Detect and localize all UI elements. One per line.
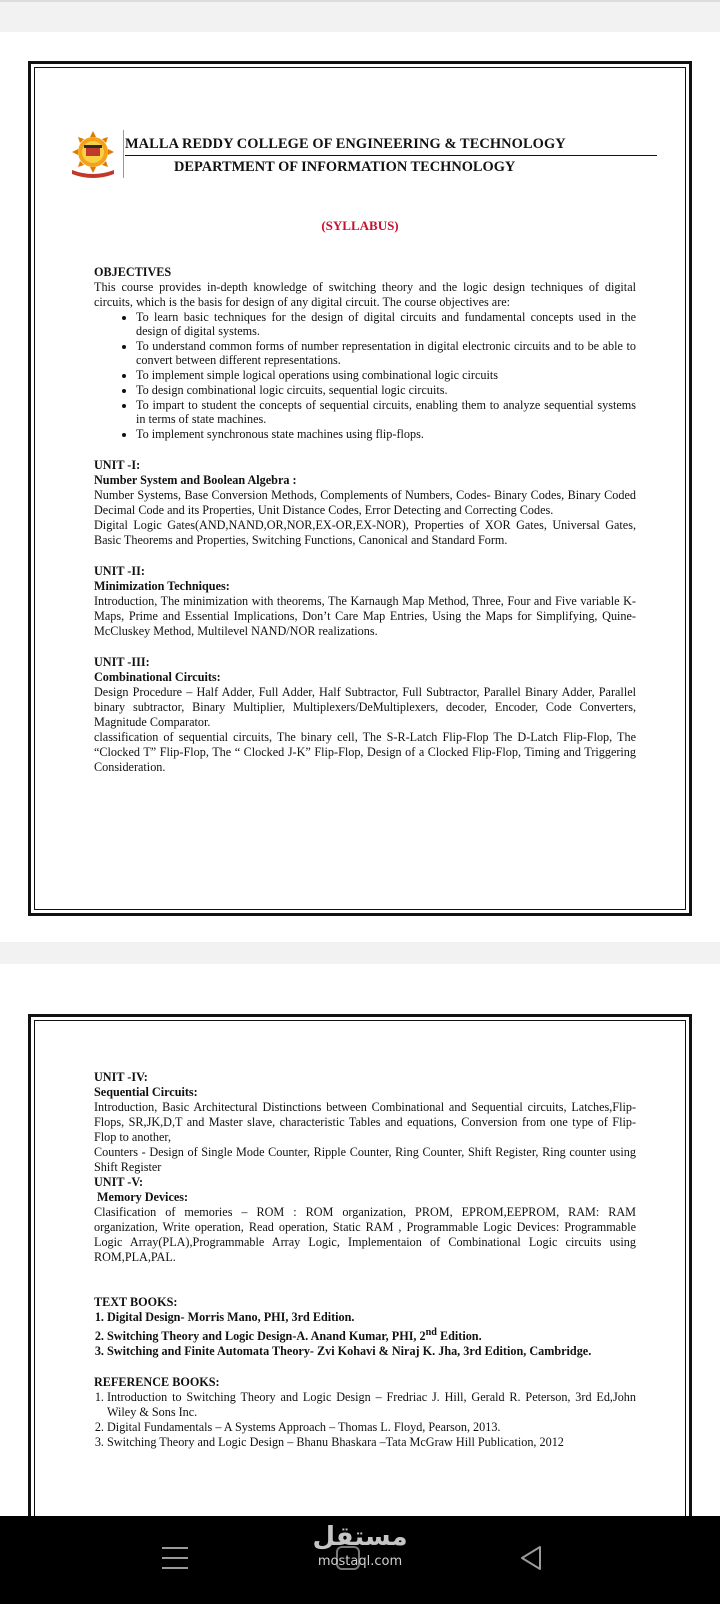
list-item: • To understand common forms of number representation in digital electronic circuits and to be able to convert between different representations. <box>136 339 636 367</box>
college-name: MALLA REDDY COLLEGE OF ENGINEERING & TECHNOLOGY <box>125 136 566 152</box>
textbook-2-text: Switching Theory and Logic Design-A. Anand Kumar, PHI, 2 <box>107 1329 426 1344</box>
textbook-2-edition: Edition. <box>436 1329 482 1344</box>
syllabus-title: (SYLLABUS) <box>321 218 399 233</box>
list-item: • To design combinational logic circuits, sequential logic circuits. <box>136 383 636 397</box>
unit-1-paragraph: Number Systems, Base Conversion Methods, Complements of Numbers, Codes- Binary Codes, Binary Coded Decimal Code and its Properties, Unit Distance Codes, Error Detecting and Correcting Codes. <box>94 488 636 517</box>
unit-1-paragraph: Digital Logic Gates(AND,NAND,OR,NOR,EX-OR,EX-NOR), Properties of XOR Gates, Universal Gates, Basic Theorems and Properties, Switching Functions, Canonical and Standard Form. <box>94 518 636 547</box>
college-logo-icon <box>66 130 120 178</box>
watermark-arabic: مستقل <box>312 1522 408 1552</box>
list-item: 1. Introduction to Switching Theory and Logic Design – Fredriac J. Hill, Gerald R. Peterson, 3rd Ed,John Wiley & Sons Inc. <box>107 1390 636 1420</box>
list-item: 2. Digital Fundamentals – A Systems Approach – Thomas L. Floyd, Pearson, 2013. <box>107 1420 636 1435</box>
back-icon[interactable] <box>518 1544 544 1572</box>
department-name: DEPARTMENT OF INFORMATION TECHNOLOGY <box>174 159 516 175</box>
page-2-content <box>94 1070 636 1450</box>
unit-4-paragraph: Counters - Design of Single Mode Counter, Ripple Counter, Ring Counter, Shift Register, Ring counter using Shift Register <box>94 1145 636 1174</box>
page-1-content <box>94 265 636 775</box>
unit-2-title: Minimization Techniques: <box>94 579 230 593</box>
unit-2-paragraph: Introduction, The minimization with theorems, The Karnaugh Map Method, Three, Four and Five variable K- Maps, Prime and Essential Implications, Don’t Care Map Entries, Using the Maps for Simplifying, Quine-McCluskey Method, Multilevel NAND/NOR realizations. <box>94 594 636 638</box>
unit-5-title: Memory Devices: <box>94 1190 189 1204</box>
unit-3-paragraph: Design Procedure – Half Adder, Full Adder, Half Subtractor, Full Subtractor, Parallel Binary Adder, Parallel binary subtractor, Binary Multiplier, Multiplexers/DeMultiplexers, decoder, Encoder, Code Converters, Magnitude Comparator. <box>94 685 636 729</box>
unit-3-heading: UNIT -III: <box>94 655 150 669</box>
document-header <box>66 128 606 180</box>
list-item: • To impart to student the concepts of sequential circuits, enabling them to analyze sequential systems in terms of state machines. <box>136 398 636 426</box>
unit-3-paragraph: classification of sequential circuits, The binary cell, The S-R-Latch Flip-Flop The D-Latch Flip-Flop, The “Clocked T” Flip-Flop, The “ Clocked J-K” Flip-Flop, Design of a Clocked Flip-Flop, Timing and Triggering Consideration. <box>94 730 636 774</box>
list-item: • To implement simple logical operations using combinational logic circuits <box>136 368 636 382</box>
textbook-2-superscript: nd <box>425 1327 437 1338</box>
watermark-latin: mostaql.com <box>317 1554 403 1569</box>
unit-4-heading: UNIT -IV: <box>94 1070 148 1084</box>
unit-3-title: Combinational Circuits: <box>94 670 221 684</box>
objectives-list <box>94 310 636 441</box>
textbooks-list <box>94 1310 636 1359</box>
unit-1-heading: UNIT -I: <box>94 458 141 472</box>
reference-books-heading: REFERENCE BOOKS: <box>94 1375 220 1390</box>
recent-apps-icon[interactable] <box>162 1547 188 1569</box>
unit-4-title: Sequential Circuits: <box>94 1085 198 1099</box>
unit-5-heading: UNIT -V: <box>94 1175 144 1189</box>
unit-4-paragraph: Introduction, Basic Architectural Distinctions between Combinational and Sequential circuits, Latches,Flip-Flops, SR,JK,D,T and Master slave, characteristic Tables and equations, Conversion from one type of Flip-Flop to another, <box>94 1100 636 1144</box>
list-item: 3. Switching Theory and Logic Design – Bhanu Bhaskara –Tata McGraw Hill Publication, 2012 <box>107 1435 636 1450</box>
textbooks-heading: TEXT BOOKS: <box>94 1295 178 1309</box>
unit-1-title: Number System and Boolean Algebra : <box>94 473 297 487</box>
logo-separator <box>123 130 124 178</box>
list-item: 1. Digital Design- Morris Mano, PHI, 3rd Edition. <box>107 1310 636 1325</box>
objectives-heading: OBJECTIVES <box>94 265 172 279</box>
unit-2-heading: UNIT -II: <box>94 564 145 578</box>
list-item: • To learn basic techniques for the design of digital circuits and fundamental concepts used in the design of digital systems. <box>136 310 636 338</box>
reference-books-list <box>94 1390 636 1450</box>
list-item: 3. Switching and Finite Automata Theory- Zvi Kohavi & Niraj K. Jha, 3rd Edition, Cambridge. <box>107 1344 636 1359</box>
top-strip <box>0 0 720 2</box>
unit-5-paragraph: Clasification of memories – ROM : ROM organization, PROM, EPROM,EEPROM, RAM: RAM organization, Write operation, Read operation, Static RAM , Programmable Logic Devices: Programmable Logic Array(PLA),Programmable Array Logic, Implementaion of Combinational Logic circuits using ROM,PLA,PAL. <box>94 1205 636 1264</box>
objectives-intro: This course provides in-depth knowledge of switching theory and the logic design techniques of digital circuits, which is the basis for design of any digital circuit. The course objectives are: <box>94 280 636 309</box>
header-rule <box>125 155 657 156</box>
list-item <box>107 1325 636 1344</box>
list-item: • To implement synchronous state machines using flip-flops. <box>136 427 636 441</box>
